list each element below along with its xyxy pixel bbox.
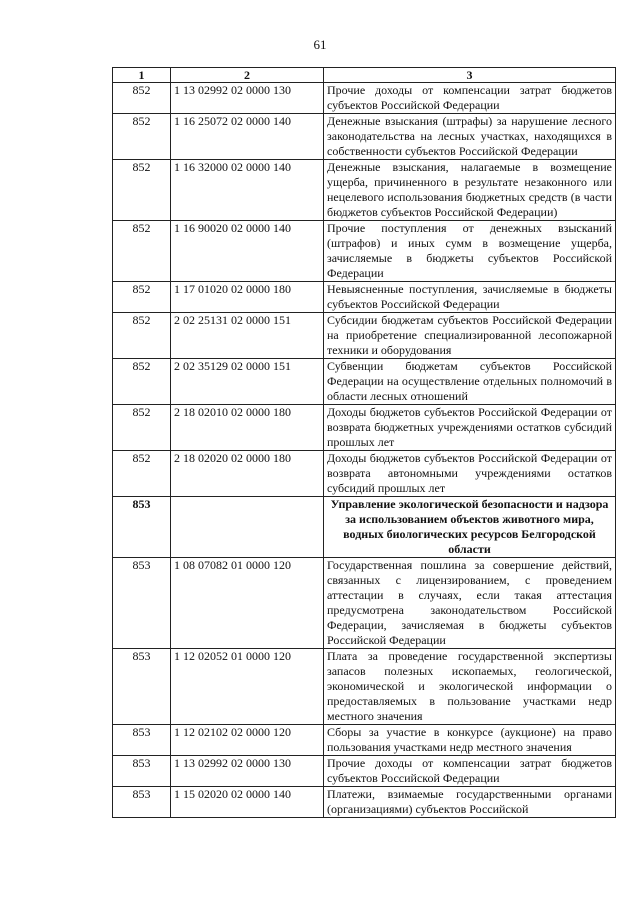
- revenue-code-cell: 1 08 07082 01 0000 120: [171, 558, 324, 649]
- admin-code-cell: 852: [113, 160, 171, 221]
- revenue-code-cell: 1 12 02102 02 0000 120: [171, 725, 324, 756]
- revenue-description-cell: Субсидии бюджетам субъектов Российской Федерации на приобретение специализированной лесопожарной техники и оборудования: [324, 313, 616, 359]
- revenue-description-cell: Государственная пошлина за совершение действий, связанных с лицензированием, с проведением аттестации в случаях, если такая аттестация предусмотрена законодательством Российской Федерации, зачисляемая в бюджеты субъектов Российской Федерации: [324, 558, 616, 649]
- table-row: [113, 221, 616, 282]
- revenue-description-cell: Прочие поступления от денежных взысканий (штрафов) и иных сумм в возмещение ущерба, зачисляемые в бюджеты субъектов Российской Федерации: [324, 221, 616, 282]
- admin-code-cell: 852: [113, 282, 171, 313]
- table-header-row: [113, 68, 616, 83]
- revenue-code-cell: 1 16 25072 02 0000 140: [171, 114, 324, 160]
- table-row: [113, 313, 616, 359]
- table-row: [113, 359, 616, 405]
- table-row: [113, 787, 616, 818]
- column-header-1: 1: [113, 68, 171, 83]
- revenue-description-cell: Денежные взыскания, налагаемые в возмещение ущерба, причиненного в результате незаконного или нецелевого использования бюджетных средств (в части бюджетов субъектов Российской Федерации): [324, 160, 616, 221]
- admin-code-cell: 852: [113, 114, 171, 160]
- admin-code-cell: 852: [113, 83, 171, 114]
- revenue-description-cell: Денежные взыскания (штрафы) за нарушение лесного законодательства на лесных участках, находящихся в собственности субъектов Российской Федерации: [324, 114, 616, 160]
- revenue-code-cell: 1 16 90020 02 0000 140: [171, 221, 324, 282]
- column-header-3: 3: [324, 68, 616, 83]
- table-row: [113, 405, 616, 451]
- revenue-code-cell: 2 02 25131 02 0000 151: [171, 313, 324, 359]
- revenue-description-cell: Доходы бюджетов субъектов Российской Федерации от возврата бюджетных учреждениями остатков субсидий прошлых лет: [324, 405, 616, 451]
- admin-code-cell: 852: [113, 359, 171, 405]
- revenue-code-cell: 1 13 02992 02 0000 130: [171, 83, 324, 114]
- revenue-description-cell: Сборы за участие в конкурсе (аукционе) на право пользования участками недр местного значения: [324, 725, 616, 756]
- table-row: [113, 756, 616, 787]
- revenue-code-cell: 2 18 02020 02 0000 180: [171, 451, 324, 497]
- table-row: [113, 114, 616, 160]
- revenue-description-cell: Доходы бюджетов субъектов Российской Федерации от возврата автономными учреждениями остатков субсидий прошлых лет: [324, 451, 616, 497]
- revenue-description-cell: Невыясненные поступления, зачисляемые в бюджеты субъектов Российской Федерации: [324, 282, 616, 313]
- admin-code-cell: 853: [113, 649, 171, 725]
- table-row: [113, 451, 616, 497]
- table-row: [113, 725, 616, 756]
- revenue-code-cell: 1 15 02020 02 0000 140: [171, 787, 324, 818]
- admin-code-cell: 853: [113, 558, 171, 649]
- column-header-2: 2: [171, 68, 324, 83]
- revenue-description-cell: Прочие доходы от компенсации затрат бюджетов субъектов Российской Федерации: [324, 756, 616, 787]
- admin-code-cell: 853: [113, 497, 171, 558]
- admin-code-cell: 852: [113, 313, 171, 359]
- revenue-description-cell: Платежи, взимаемые государственными органами (организациями) субъектов Российской: [324, 787, 616, 818]
- revenue-code-cell: 2 18 02010 02 0000 180: [171, 405, 324, 451]
- revenue-codes-table: [112, 67, 616, 818]
- table-row: [113, 558, 616, 649]
- page-number: 61: [313, 37, 327, 52]
- revenue-code-cell: [171, 497, 324, 558]
- revenue-code-cell: 1 17 01020 02 0000 180: [171, 282, 324, 313]
- revenue-description-cell: Управление экологической безопасности и надзора за использованием объектов животного мира, водных биологических ресурсов Белгородской области: [324, 497, 616, 558]
- admin-code-cell: 853: [113, 787, 171, 818]
- revenue-description-cell: Прочие доходы от компенсации затрат бюджетов субъектов Российской Федерации: [324, 83, 616, 114]
- admin-code-cell: 853: [113, 725, 171, 756]
- revenue-description-cell: Субвенции бюджетам субъектов Российской Федерации на осуществление отдельных полномочий в области лесных отношений: [324, 359, 616, 405]
- admin-code-cell: 852: [113, 451, 171, 497]
- revenue-code-cell: 1 16 32000 02 0000 140: [171, 160, 324, 221]
- revenue-code-cell: 2 02 35129 02 0000 151: [171, 359, 324, 405]
- admin-code-cell: 853: [113, 756, 171, 787]
- admin-code-cell: 852: [113, 221, 171, 282]
- table-row: [113, 83, 616, 114]
- revenue-code-cell: 1 12 02052 01 0000 120: [171, 649, 324, 725]
- admin-code-cell: 852: [113, 405, 171, 451]
- table-row: [113, 282, 616, 313]
- table-section-row: [113, 497, 616, 558]
- table-row: [113, 649, 616, 725]
- revenue-description-cell: Плата за проведение государственной экспертизы запасов полезных ископаемых, геологической, экономической и экологической информации о предоставляемых в пользование участками недр местного значения: [324, 649, 616, 725]
- table-row: [113, 160, 616, 221]
- revenue-code-cell: 1 13 02992 02 0000 130: [171, 756, 324, 787]
